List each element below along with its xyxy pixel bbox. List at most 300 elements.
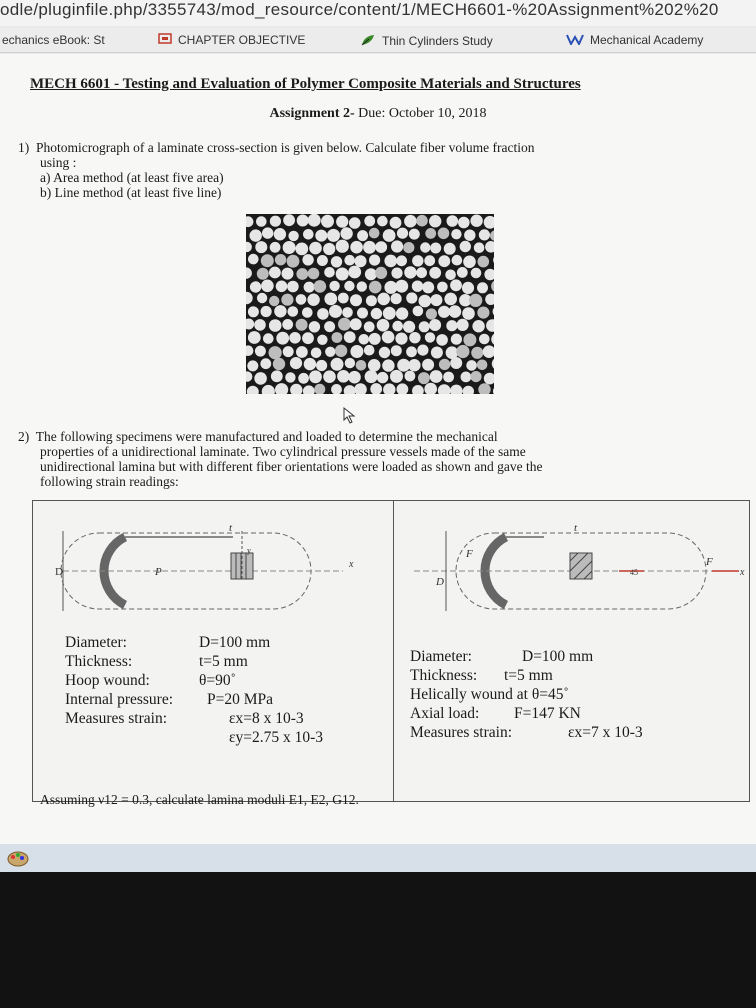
fiber <box>288 306 299 317</box>
fiber <box>438 384 451 394</box>
fiber <box>493 306 495 317</box>
fiber <box>486 319 494 332</box>
fiber <box>461 372 472 383</box>
fiber <box>304 358 316 370</box>
fiber <box>296 268 308 280</box>
fiber <box>316 360 327 371</box>
fiber <box>303 229 314 240</box>
fiber <box>323 370 336 383</box>
fiber <box>317 335 327 345</box>
fiber <box>458 217 470 229</box>
bookmark-label: CHAPTER OBJECTIVE <box>178 33 306 47</box>
fiber <box>356 360 367 371</box>
fiber <box>350 345 363 358</box>
fiber <box>281 294 293 306</box>
spec-label: Internal pressure: <box>65 691 174 708</box>
fiber <box>329 305 342 318</box>
fiber <box>466 360 477 371</box>
fiber <box>327 229 340 242</box>
fiber <box>309 321 320 332</box>
fiber <box>269 346 282 359</box>
fiber <box>430 370 443 383</box>
fiber <box>354 383 367 394</box>
label-F-left: F <box>466 548 473 560</box>
hoop-vessel-diagram <box>33 501 393 621</box>
fiber <box>403 242 414 253</box>
fiber <box>257 293 267 303</box>
fiber <box>449 305 462 318</box>
fiber <box>437 282 448 293</box>
fiber <box>283 241 296 254</box>
fiber <box>350 294 362 306</box>
fiber <box>342 307 353 318</box>
fiber <box>485 294 494 305</box>
fiber <box>391 268 402 279</box>
fiber <box>338 318 351 331</box>
fiber <box>302 307 313 318</box>
fiber <box>345 358 355 368</box>
fiber <box>246 267 252 278</box>
document-title: MECH 6601 - Testing and Evaluation of Polymer Composite Materials and Structures <box>30 76 581 92</box>
label-angle: 45 <box>630 568 638 577</box>
fiber <box>270 216 281 227</box>
fiber <box>417 345 428 356</box>
fiber <box>250 281 261 292</box>
fiber <box>366 295 377 306</box>
spec-value: εx=8 x 10-3 <box>229 710 304 727</box>
fiber <box>325 347 335 357</box>
fiber <box>364 216 375 227</box>
fiber <box>254 372 267 385</box>
fiber <box>375 241 387 253</box>
fiber <box>452 255 463 266</box>
fiber <box>287 281 299 293</box>
fiber <box>274 305 286 317</box>
fiber <box>426 308 437 319</box>
fiber <box>357 308 368 319</box>
fiber <box>256 216 267 227</box>
helical-vessel-diagram <box>394 501 749 621</box>
fiber <box>439 359 450 370</box>
fiber <box>477 360 488 371</box>
fiber <box>424 255 435 266</box>
fiber <box>478 383 490 394</box>
fiber <box>344 255 355 266</box>
slides-icon <box>158 33 172 47</box>
spec-label: Measures strain: <box>65 710 168 727</box>
fiber <box>336 216 348 228</box>
fiber <box>336 268 349 281</box>
fiber <box>269 296 279 306</box>
fiber <box>274 228 286 240</box>
fiber <box>317 308 329 320</box>
fiber <box>416 215 428 227</box>
fiber <box>263 333 274 344</box>
label-x: x <box>740 567 745 578</box>
fiber <box>307 294 319 306</box>
fiber <box>471 268 482 279</box>
fiber <box>379 347 390 358</box>
spec-value: P=20 MPa <box>207 691 274 708</box>
spec-label: Hoop wound: <box>65 672 150 689</box>
fiber <box>409 229 420 240</box>
left-specimen-specs <box>65 633 323 747</box>
fiber <box>479 334 490 345</box>
fiber <box>445 270 456 281</box>
question-2 <box>18 429 742 489</box>
label-t: t <box>574 522 578 534</box>
fiber <box>335 345 347 357</box>
fiber <box>359 334 370 345</box>
fiber <box>246 319 254 330</box>
address-bar[interactable] <box>0 0 756 26</box>
fiber <box>490 230 494 241</box>
fiber <box>484 216 494 229</box>
spec-value: D=100 mm <box>199 634 271 651</box>
fiber <box>451 334 462 345</box>
bookmark-label: Mechanical Academy <box>590 33 704 47</box>
question-text: The following specimens were manufactured and loaded to determine the mechanical <box>35 429 498 444</box>
fiber <box>368 359 381 372</box>
fiber <box>383 229 396 242</box>
fiber <box>438 228 450 240</box>
fiber <box>247 360 258 371</box>
fiber <box>344 385 356 394</box>
fiber <box>450 279 462 291</box>
label-t: t <box>229 522 233 534</box>
fiber <box>271 370 283 382</box>
fiber <box>309 242 322 255</box>
fiber <box>484 373 494 385</box>
fiber <box>377 216 388 227</box>
spec-value: t=5 mm <box>504 667 553 684</box>
fiber <box>422 359 434 371</box>
fiber <box>413 306 424 317</box>
fiber <box>369 281 382 294</box>
question-text: properties of a unidirectional laminate. Two cylindrical pressure vessels made of the same <box>40 444 526 459</box>
fiber <box>246 292 253 304</box>
fiber <box>314 384 325 394</box>
fiber <box>323 243 335 255</box>
fiber <box>403 321 415 333</box>
fiber <box>447 215 459 227</box>
fiber <box>248 254 259 265</box>
fiber <box>469 294 482 307</box>
fiber <box>450 385 463 394</box>
fiber <box>477 282 488 293</box>
fiber <box>324 267 335 278</box>
fiber <box>248 306 259 317</box>
fiber <box>406 346 417 357</box>
fiber <box>296 319 308 331</box>
fiber <box>282 319 293 330</box>
fiber <box>344 331 356 343</box>
fiber <box>290 384 302 394</box>
due-date: Due: October 10, 2018 <box>358 106 487 121</box>
pdf-document <box>0 54 756 844</box>
fiber <box>308 268 320 280</box>
fiber <box>382 331 395 344</box>
fiber <box>477 307 489 319</box>
fiber <box>444 293 457 306</box>
fiber <box>275 254 286 265</box>
fiber <box>365 268 377 280</box>
label-x: x <box>349 559 354 570</box>
fiber <box>429 267 441 279</box>
fiber <box>332 332 343 343</box>
fiber <box>314 280 327 293</box>
fiber <box>384 255 397 268</box>
spec-value: θ=90˚ <box>199 672 236 689</box>
monitor-bezel <box>0 872 756 1008</box>
fiber <box>397 383 409 394</box>
spec-label: Thickness: <box>65 653 133 670</box>
assumption-text: Assuming ν12 = 0.3, calculate lamina moduli E1, E2, G12. <box>40 792 359 807</box>
url-text[interactable]: odle/pluginfile.php/3355743/mod_resource/content/1/MECH6601-%20Assignment%202%20 <box>0 0 719 19</box>
taskbar <box>0 844 756 872</box>
question-text: using : <box>40 155 77 170</box>
fiber <box>270 242 281 253</box>
fiber <box>397 228 408 239</box>
fiber <box>391 293 402 304</box>
assignment-label: Assignment 2- <box>269 106 355 121</box>
fiber <box>255 346 266 357</box>
fiber <box>309 370 322 383</box>
fiber <box>390 217 402 229</box>
fiber <box>451 229 461 239</box>
fiber <box>255 241 267 253</box>
fiber <box>289 332 301 344</box>
fiber <box>396 255 407 266</box>
bookmark-thin-cylinders[interactable] <box>360 33 493 49</box>
fiber <box>424 383 437 394</box>
fiber <box>336 240 349 253</box>
fiber <box>472 320 484 332</box>
fiber <box>457 267 468 278</box>
question-text: unidirectional lamina but with different fiber orientations were loaded as shown and gave the <box>40 459 543 474</box>
fiber <box>317 255 328 266</box>
fiber <box>350 241 363 254</box>
fiber <box>464 230 475 241</box>
fiber <box>364 321 375 332</box>
fiber <box>303 385 315 394</box>
fiber <box>275 383 288 394</box>
fiber <box>261 254 274 267</box>
fiber <box>471 347 483 359</box>
fiber <box>479 229 490 240</box>
fiber <box>254 319 266 331</box>
spec-label: Diameter: <box>410 648 472 665</box>
fiber <box>412 385 424 394</box>
fiber <box>369 333 381 345</box>
fiber <box>344 281 354 291</box>
bookmark-chapter-objective[interactable] <box>158 33 305 47</box>
paint-icon[interactable] <box>6 848 30 872</box>
fiber <box>324 321 335 332</box>
fiber <box>298 373 309 384</box>
fiber <box>311 348 322 359</box>
fiber <box>295 243 308 256</box>
fiber <box>404 266 416 278</box>
fiber <box>308 214 321 227</box>
fiber <box>302 254 313 265</box>
fiber <box>246 242 252 252</box>
label-D: D <box>436 576 444 588</box>
fiber <box>425 228 436 239</box>
fiber <box>304 282 315 293</box>
fiber <box>261 306 272 317</box>
fiber <box>405 371 416 382</box>
fiber <box>457 319 469 331</box>
bookmarks-bar <box>0 28 756 53</box>
fiber <box>246 345 253 356</box>
fiber <box>377 319 390 332</box>
fiber <box>470 371 481 382</box>
fiber <box>474 242 485 253</box>
fiber <box>262 227 273 238</box>
fiber <box>331 358 344 371</box>
spec-label: Diameter: <box>65 634 127 651</box>
fiber <box>392 321 403 332</box>
fiber <box>431 347 443 359</box>
fiber <box>248 331 261 344</box>
fiber <box>478 256 490 268</box>
fiber <box>419 321 430 332</box>
fiber <box>418 372 430 384</box>
specimen-figure <box>32 500 750 802</box>
fiber <box>404 215 417 228</box>
label-y: y <box>247 546 251 555</box>
label-P: P <box>155 566 162 578</box>
fiber <box>321 215 334 228</box>
fiber <box>331 256 342 267</box>
fiber <box>444 243 456 255</box>
fiber <box>365 370 378 383</box>
fiber <box>290 357 302 369</box>
fiber <box>420 242 430 252</box>
fiber <box>483 345 494 358</box>
fiber <box>369 255 380 266</box>
fiber <box>446 320 457 331</box>
fiber <box>491 280 494 293</box>
fiber <box>470 215 482 227</box>
fiber <box>285 372 295 382</box>
fiber <box>257 268 269 280</box>
fiber <box>406 292 417 303</box>
fiber <box>296 346 308 358</box>
fiber <box>288 231 298 241</box>
fiber <box>338 293 349 304</box>
label-F-right: F <box>706 556 713 568</box>
bookmark-label: Thin Cylinders Study <box>382 34 493 48</box>
fiber <box>363 241 376 254</box>
fiber <box>412 255 423 266</box>
fiber <box>408 359 420 371</box>
question-text: Photomicrograph of a laminate cross-section is given below. Calculate fiber volume fraction <box>36 140 535 155</box>
fiber <box>383 383 395 394</box>
fiber <box>371 308 382 319</box>
right-specimen-panel <box>394 501 749 801</box>
question-part-b: b) Line method (at least five line) <box>40 185 222 200</box>
fiber <box>462 307 475 320</box>
fiber <box>463 256 476 269</box>
fiber <box>369 228 380 239</box>
bookmark-mechanical-academy[interactable] <box>566 33 703 47</box>
question-number: 2) <box>18 429 30 444</box>
fiber <box>262 385 275 394</box>
fiber <box>287 255 300 268</box>
fiber <box>349 217 361 229</box>
fiber <box>340 227 352 239</box>
fiber <box>422 281 434 293</box>
fiber <box>430 294 442 306</box>
fiber <box>492 357 494 370</box>
fiber <box>416 267 427 278</box>
fiber <box>250 229 262 241</box>
fiber <box>247 386 259 394</box>
fiber <box>377 372 388 383</box>
fiber <box>493 386 494 394</box>
fiber <box>297 215 309 227</box>
fiber <box>246 216 253 227</box>
fiber <box>364 345 375 356</box>
fiber <box>395 280 408 293</box>
fiber <box>463 386 474 394</box>
fiber <box>283 214 295 226</box>
fiber <box>491 333 494 346</box>
question-text: following strain readings: <box>40 474 179 489</box>
fiber <box>429 319 441 331</box>
fiber <box>383 307 396 320</box>
fiber <box>276 332 289 345</box>
fiber <box>462 282 474 294</box>
spec-label: Measures strain: <box>410 724 513 741</box>
fiber <box>331 384 342 394</box>
fiber <box>456 345 469 358</box>
fiber <box>296 294 307 305</box>
mouse-cursor-icon <box>342 406 358 429</box>
left-specimen-panel <box>33 501 394 801</box>
right-specimen-specs <box>410 647 643 742</box>
spec-value: εy=2.75 x 10-3 <box>229 729 324 746</box>
fiber <box>348 371 361 384</box>
fiber <box>429 215 441 227</box>
bookmark-label: echanics eBook: St <box>2 33 105 47</box>
fiber <box>283 346 294 357</box>
fiber <box>315 230 327 242</box>
fiber <box>430 243 441 254</box>
fiber <box>355 255 367 267</box>
spec-value: D=100 mm <box>522 648 594 665</box>
fiber <box>329 281 339 291</box>
fiber <box>419 295 432 308</box>
bookmark-mechanics-ebook[interactable] <box>2 33 105 47</box>
question-number: 1) <box>18 140 30 155</box>
spec-label: Axial load: <box>410 705 480 722</box>
fiber <box>377 293 390 306</box>
fiber <box>390 370 403 383</box>
fiber <box>269 319 282 332</box>
fiber <box>324 293 337 306</box>
fiber <box>273 358 285 370</box>
fiber <box>425 332 435 342</box>
spec-value: F=147 KN <box>514 705 581 722</box>
fiber <box>460 241 471 252</box>
fiber <box>350 318 362 330</box>
fiber <box>396 307 408 319</box>
spec-value: εx=7 x 10-3 <box>568 724 643 741</box>
leaf-icon <box>360 33 376 49</box>
